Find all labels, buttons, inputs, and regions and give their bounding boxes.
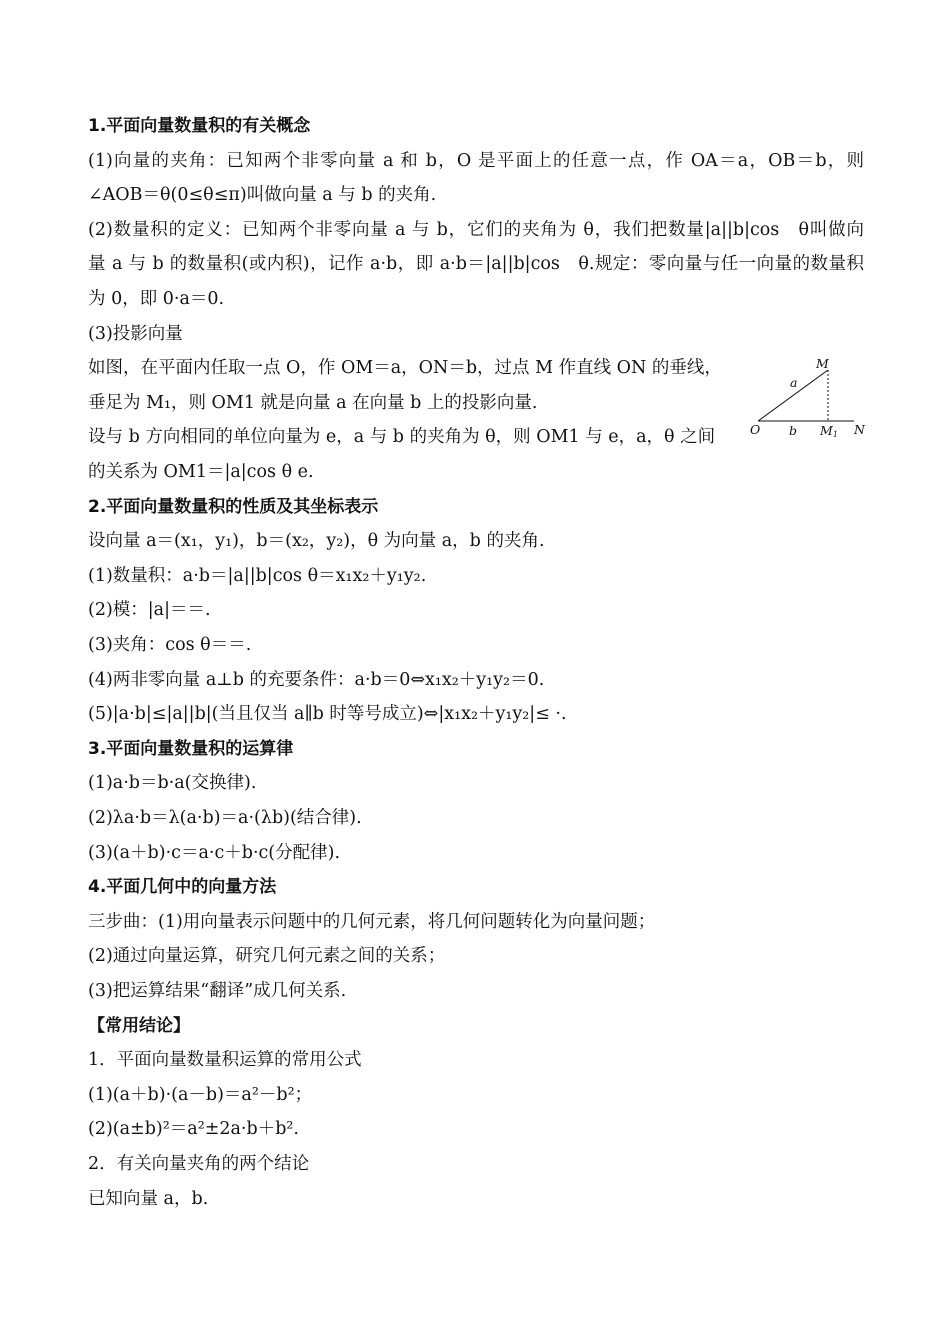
text-line: (3)投影向量 [88,323,183,344]
text-line: (5)|a·b|≤|a||b|(当且仅当 a∥b 时等号成立)⇔|x₁x₂＋y₁y₂|≤ ·. [88,704,567,725]
section-heading: 【常用结论】 [88,1015,190,1036]
text-line: ∠AOB＝θ(0≤θ≤π)叫做向量 a 与 b 的夹角. [88,185,437,206]
section-heading: 3.平面向量数量积的运算律 [88,738,294,759]
text-line: 的关系为 OM1＝|a|cos θ e. [88,462,314,482]
text-line: 为 0，即 0·a＝0. [88,289,225,309]
text-line: (3)把运算结果“翻译”成几何关系. [88,981,347,1001]
text-line: 量 a 与 b 的数量积(或内积)，记作 a·b，即 a·b＝|a||b|cos θ.规定：零向量与任一向量的数量积 [88,254,864,275]
text-line: (1)a·b＝b·a(交换律). [88,773,257,794]
text-line: (2)λa·b＝λ(a·b)＝a·(λb)(结合律). [88,808,362,828]
text-line: 三步曲：(1)用向量表示问题中的几何元素，将几何问题转化为向量问题； [88,911,656,932]
text-line: (2)通过向量运算，研究几何元素之间的关系； [88,946,446,967]
label-M1-sub: 1 [832,430,838,439]
text-line: (1)向量的夹角：已知两个非零向量 a 和 b，O 是平面上的任意一点，作 OA＝a，OB＝b，则 [88,150,864,171]
text-line: (2)模：|a|＝＝. [88,600,211,621]
label-a: a [790,375,798,390]
text-line: (2)数量积的定义：已知两个非零向量 a 与 b，它们的夹角为 θ，我们把数量|a||b|cos θ叫做向 [88,219,864,240]
text-line: (2)(a±b)²＝a²±2a·b＋b². [88,1119,299,1140]
text-line: (3)夹角：cos θ＝＝. [88,635,252,655]
text-line: 如图，在平面内任取一点 O，作 OM＝a，ON＝b，过点 M 作直线 ON 的垂线， [88,358,722,379]
label-b: b [789,423,798,438]
text-line: 2．有关向量夹角的两个结论 [88,1154,310,1174]
label-N: N [854,422,865,437]
text-line: (1)数量积：a·b＝|a||b|cos θ＝x₁x₂＋y₁y₂. [88,565,427,586]
section-heading: 2.平面向量数量积的性质及其坐标表示 [88,496,379,517]
label-M1-main: M [820,423,833,438]
section-heading: 1.平面向量数量积的有关概念 [88,116,311,136]
label-M1 [819,423,838,439]
text-line: 垂足为 M₁，则 OM1 就是向量 a 在向量 b 上的投影向量. [88,392,538,413]
text-line: (3)(a＋b)·c＝a·c＋b·c(分配律). [88,842,341,863]
label-O: O [750,422,761,437]
label-M: M [816,356,829,371]
projection-diagram [750,356,868,444]
text-line: (4)两非零向量 a⊥b 的充要条件：a·b＝0⇔x₁x₂＋y₁y₂＝0. [88,669,545,690]
text-line: 设向量 a＝(x₁，y₁)，b＝(x₂，y₂)，θ 为向量 a，b 的夹角. [88,531,545,552]
text-line: 1．平面向量数量积运算的常用公式 [88,1050,362,1071]
text-line: 已知向量 a，b. [88,1188,209,1209]
text-line: (1)(a＋b)·(a－b)＝a²－b²； [88,1084,313,1105]
projection-figure [750,356,868,444]
text-line: 设与 b 方向相同的单位向量为 e，a 与 b 的夹角为 θ，则 OM1 与 e，a，θ 之间 [88,427,716,448]
section-heading: 4.平面几何中的向量方法 [88,877,277,898]
